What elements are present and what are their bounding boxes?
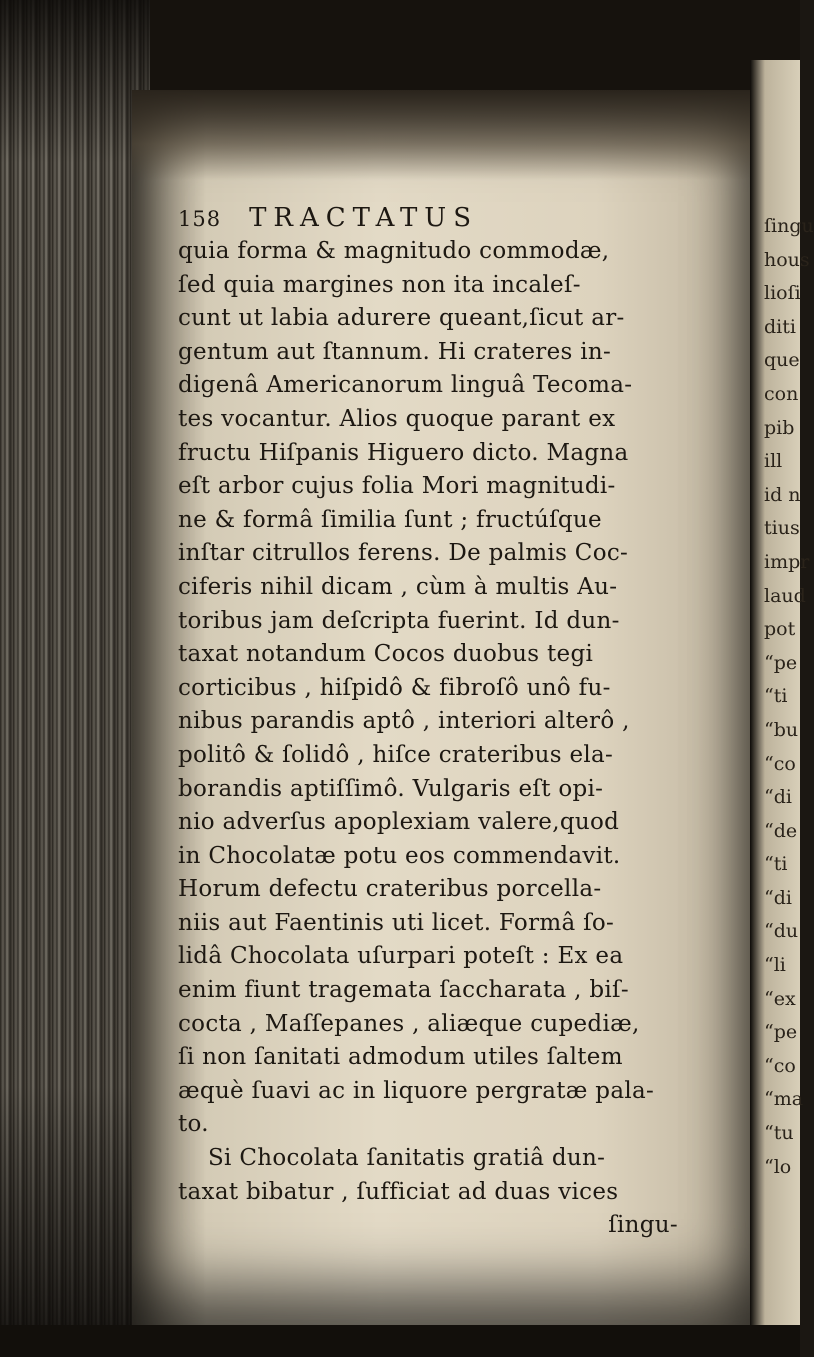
text-line: taxat notandum Cocos duobus tegi xyxy=(178,641,594,668)
text-line: nibus parandis aptô , interiori alterô , xyxy=(178,708,630,735)
text-line: fructu Hiſpanis Higuero dicto. Magna xyxy=(178,439,629,466)
text-line: cocta , Maſſepanes , aliæque cupediæ, xyxy=(178,1010,640,1037)
facing-page-fragment: “pe xyxy=(764,1021,798,1044)
facing-page-fragment: “di xyxy=(764,886,792,909)
text-line: borandis aptiſſimô. Vulgaris eſt opi- xyxy=(178,775,604,802)
facing-page-fragment: diti xyxy=(764,315,796,338)
facing-page-fragment: lioſi xyxy=(764,282,801,305)
facing-page-fragment: con xyxy=(764,382,799,405)
text-lines xyxy=(178,235,718,1142)
facing-page-fragment: pib xyxy=(764,416,795,439)
facing-page-fragment: “di xyxy=(764,786,792,809)
running-head xyxy=(178,202,718,235)
text-line: niis aut Faentinis uti licet. Formâ ſo- xyxy=(178,909,615,936)
facing-page-fragment: “du xyxy=(764,920,799,943)
facing-page-fragment: pot xyxy=(764,618,796,641)
facing-page-fragment: laud xyxy=(764,584,806,607)
text-line: Horum defectu crateribus porcella- xyxy=(178,876,602,903)
page-text-block xyxy=(178,202,718,1243)
facing-page-fragment: “ti xyxy=(764,685,788,708)
text-line: nio adverſus apoplexiam valere,quod xyxy=(178,809,620,836)
running-title: TRACTATUS xyxy=(249,203,479,233)
facing-page-fragment: “ex xyxy=(764,987,796,1010)
catchword: ſingu- xyxy=(608,1212,678,1239)
facing-page-fragment: impr xyxy=(764,550,810,573)
facing-page-fragment: “li xyxy=(764,954,786,977)
facing-page-fragment: “lo xyxy=(764,1155,792,1178)
facing-page-fragment: “de xyxy=(764,819,798,842)
facing-page-fragment: “pe xyxy=(764,651,798,674)
text-line: gentum aut ſtannum. Hi crateres in- xyxy=(178,338,612,365)
text-line: quia forma & magnitudo commodæ, xyxy=(178,238,610,264)
text-line: lidâ Chocolata uſurpari poteſt : Ex ea xyxy=(178,943,624,970)
text-line: to. xyxy=(178,1111,209,1138)
text-line: cunt ut labia adurere queant,ſicut ar- xyxy=(178,305,625,332)
text-line: eſt arbor cujus folia Mori magnitudi- xyxy=(178,473,616,500)
text-line: ſi non ſanitati admodum utiles ſaltem xyxy=(178,1044,623,1071)
bottom-shadow xyxy=(0,1325,800,1357)
text-line: in Chocolatæ potu eos commendavit. xyxy=(178,842,621,869)
stacked-page-edges xyxy=(0,0,150,1357)
page-number: 158 xyxy=(178,207,222,231)
text-line: toribus jam deſcripta fuerint. Id dun- xyxy=(178,607,620,634)
text-line: ſed quia margines non ita incaleſ- xyxy=(178,271,581,298)
text-line: taxat bibatur , ſufficiat ad duas vices xyxy=(178,1178,619,1205)
facing-page-fragment: “co xyxy=(764,752,796,775)
paragraph-start-line: Si Chocolata ſanitatis gratiâ dun- xyxy=(208,1145,606,1172)
facing-page-fragment: “co xyxy=(764,1054,796,1077)
facing-page-fragment: “ma xyxy=(764,1088,804,1111)
facing-page-edge xyxy=(750,60,814,1357)
facing-page-fragment: que xyxy=(764,349,800,372)
text-line: inſtar citrullos ferens. De palmis Coc- xyxy=(178,540,629,567)
facing-page-fragment: tius xyxy=(764,517,800,540)
text-line: tes vocantur. Alios quoque parant ex xyxy=(178,405,616,432)
text-line: enim fiunt tragemata ſaccharata , biſ- xyxy=(178,977,629,1004)
text-line: ciferis nihil dicam , cùm à multis Au- xyxy=(178,573,618,600)
facing-page-fragment: ill xyxy=(764,450,783,473)
facing-page-fragment: “bu xyxy=(764,718,799,741)
text-line: corticibus , hiſpidô & fibroſô unô fu- xyxy=(178,674,611,701)
facing-page-fragment: “tu xyxy=(764,1122,794,1145)
text-lines-after xyxy=(178,1176,718,1210)
text-line: ne & formâ ſimilia ſunt ; fructúſque xyxy=(178,506,602,533)
facing-page-fragment: “ti xyxy=(764,853,788,876)
facing-page-fragment: id n xyxy=(764,483,801,506)
facing-page-fragment: ſingu xyxy=(764,215,814,237)
text-line: digenâ Americanorum linguâ Tecoma- xyxy=(178,372,633,399)
text-line: politô & ſolidô , hiſce crateribus ela- xyxy=(178,741,614,768)
facing-page-fragment: hous xyxy=(764,248,810,271)
text-line: æquè ſuavi ac in liquore pergratæ pala- xyxy=(178,1077,655,1104)
facing-page-text xyxy=(764,210,814,1184)
